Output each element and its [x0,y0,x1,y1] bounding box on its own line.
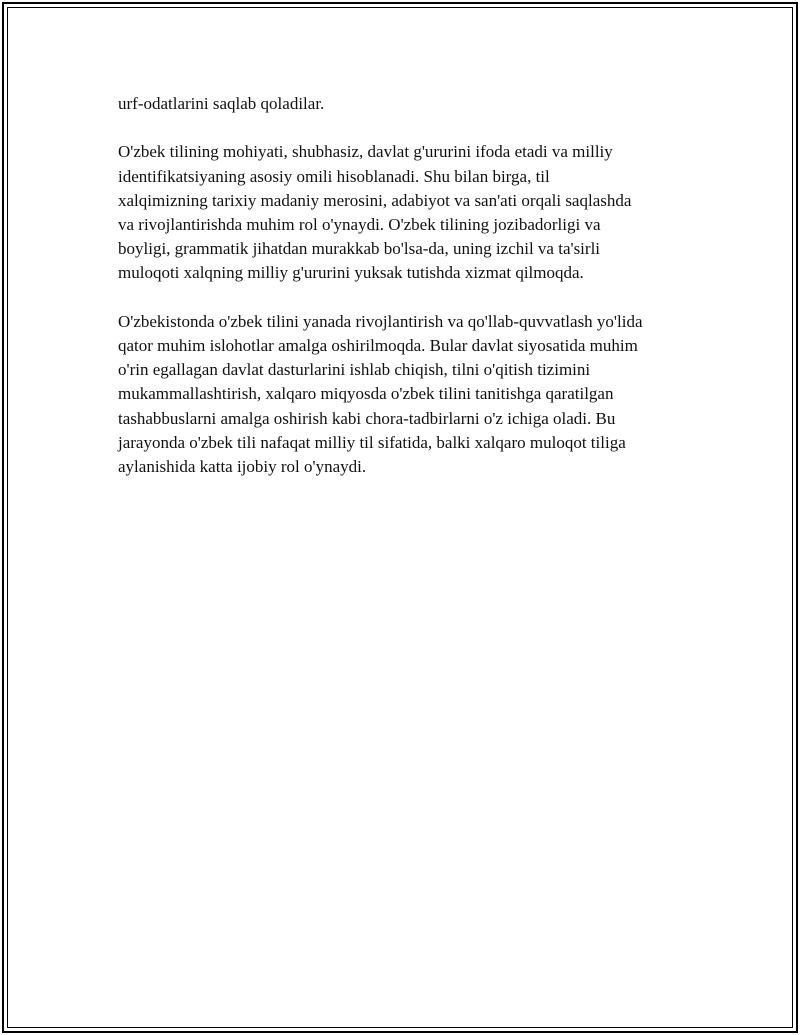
text-line: qator muhim islohotlar amalga oshirilmoqda. Bular davlat siyosatida muhim [118,336,638,355]
document-body [118,92,698,503]
text-line: O'zbekistonda o'zbek tilini yanada rivojlantirish va qo'llab-quvvatlash yo'lida [118,311,643,331]
text-line: boyligi, grammatik jihatdan murakkab bo'lsa-da, uning izchil va ta'sirli [118,239,601,259]
text-line: aylanishida katta ijobiy rol o'ynaydi. [118,457,367,477]
paragraph-2 [118,140,698,285]
text-line: va rivojlantirishda muhim rol o'ynaydi. O'zbek tilining jozibadorligi va [118,215,601,234]
text-line: identifikatsiyaning asosiy omili hisoblanadi. Shu bilan birga, til [118,166,550,186]
paragraph-1 [118,92,698,116]
text-line: o'rin egallagan davlat dasturlarini ishlab chiqish, tilni o'qitish tizimini [118,360,591,380]
text-line: O'zbek tilining mohiyati, shubhasiz, davlat g'ururini ifoda etadi va milliy [118,142,613,162]
text-line: xalqimizning tarixiy madaniy merosini, adabiyot va san'ati orqali saqlashda [118,190,632,210]
text-line: muloqoti xalqning milliy g'ururini yuksak tutishda xizmat qilmoqda. [118,263,584,283]
text-line: tashabbuslarni amalga oshirish kabi chora-tadbirlarni o'z ichiga oladi. Bu [118,408,616,428]
text-line: jarayonda o'zbek tili nafaqat milliy til sifatida, balki xalqaro muloqot tiliga [118,432,626,452]
text-line: urf-odatlarini saqlab qoladilar. [118,94,325,113]
paragraph-3 [118,310,698,479]
text-line: mukammallashtirish, xalqaro miqyosda o'zbek tilini tanitishga qaratilgan [118,384,614,404]
